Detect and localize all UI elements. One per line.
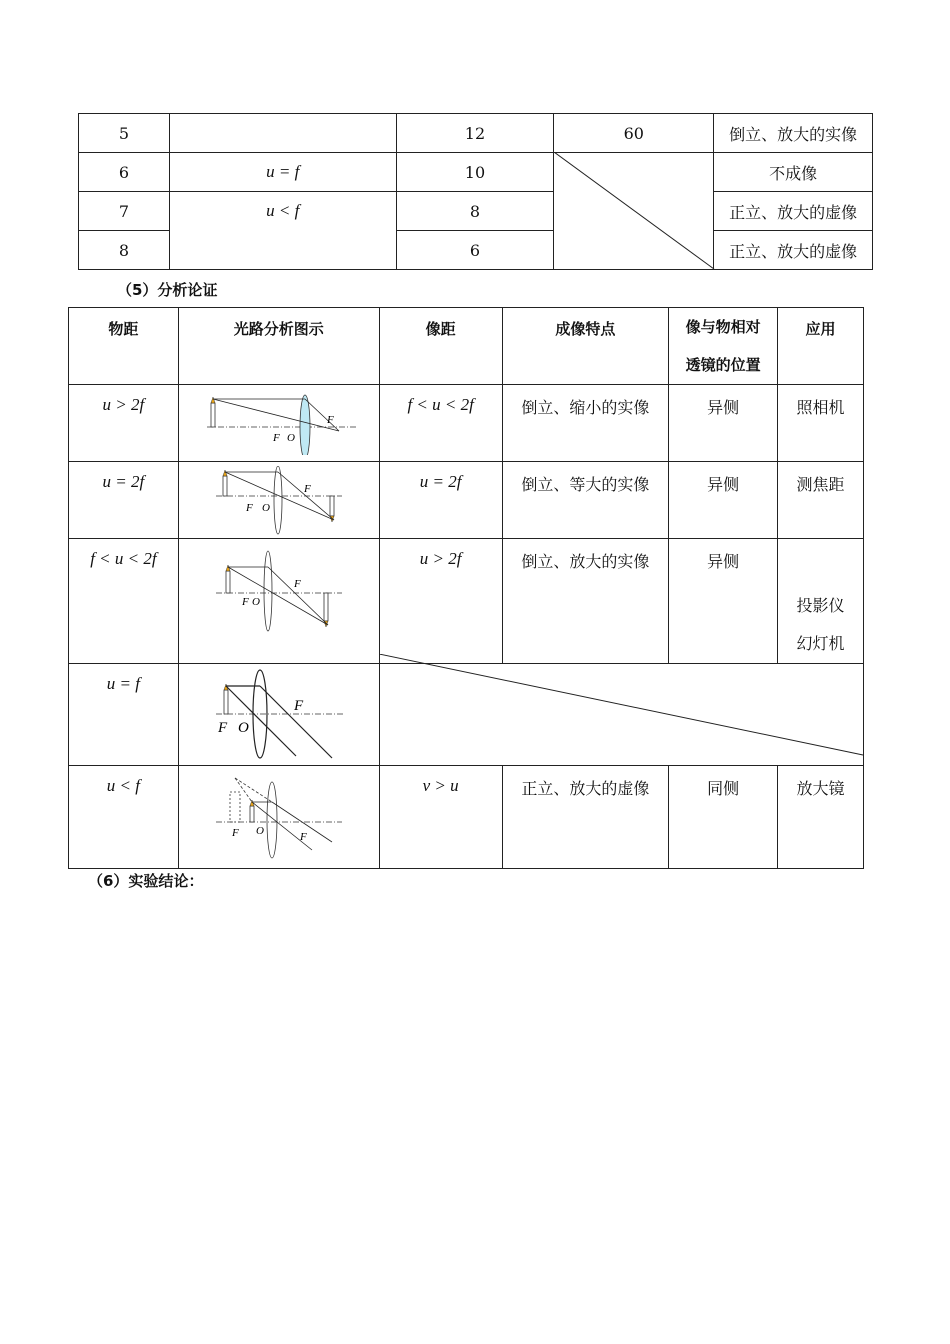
header-application: 应用: [778, 308, 864, 385]
ray-diagram-cell: [178, 539, 379, 664]
object-distance-cell: u = 2f: [69, 462, 179, 539]
optical-center-label: O: [237, 720, 249, 736]
condition-cell: [169, 114, 396, 153]
table-row: [79, 114, 873, 153]
focus-label: F: [293, 698, 303, 714]
relative-position-cell: 同侧: [669, 766, 778, 869]
ray-diagram-cell: [178, 664, 379, 766]
object-distance-value: 12: [396, 114, 554, 153]
application-slide-projector: 幻灯机: [796, 634, 845, 653]
header-image-features: 成像特点: [502, 308, 669, 385]
trial-number: 7: [79, 192, 170, 231]
optical-center-label: O: [255, 825, 264, 837]
analysis-table: [68, 307, 864, 869]
image-distance-cell: u = 2f: [379, 462, 502, 539]
object-distance-cell: u > 2f: [69, 385, 179, 462]
image-property: 不成像: [714, 153, 873, 192]
optical-center-label: O: [251, 596, 260, 608]
image-property: 正立、放大的虚像: [714, 231, 873, 270]
image-features-cell: 倒立、缩小的实像: [502, 385, 669, 462]
focus-label: F: [326, 414, 334, 426]
condition-cell: u = f: [169, 153, 396, 192]
focus-label: F: [303, 483, 311, 495]
ray-diagram-cell: [178, 385, 379, 462]
relative-position-cell: 异侧: [669, 385, 778, 462]
focus-label: F: [272, 432, 280, 444]
header-image-distance: 像距: [379, 308, 502, 385]
image-distance-value: 60: [554, 114, 714, 153]
table-row: [69, 664, 864, 766]
table-row: [79, 153, 873, 192]
optical-center-label: O: [286, 432, 295, 444]
object-distance-cell: u = f: [69, 664, 179, 766]
object-distance-value: 8: [396, 192, 554, 231]
focus-label: F: [231, 827, 239, 839]
focus-label: F: [241, 596, 249, 608]
object-distance-value: 6: [396, 231, 554, 270]
trial-number: 8: [79, 231, 170, 270]
relative-position-cell: 异侧: [669, 539, 778, 664]
section-6-heading: （6）实验结论：: [88, 872, 204, 890]
object-distance-cell: f < u < 2f: [69, 539, 179, 664]
ray-diagram-cell: [178, 766, 379, 869]
ray-diagram-f-lt-u-lt-2f: [214, 549, 344, 633]
optical-center-label: O: [261, 502, 270, 514]
relative-position-cell: 异侧: [669, 462, 778, 539]
section-5-heading: （5）分析论证: [117, 281, 218, 299]
focus-label: F: [293, 578, 301, 590]
application-cell: [778, 539, 864, 664]
focus-label: F: [299, 831, 307, 843]
table-row: [69, 766, 864, 869]
image-property: 正立、放大的虚像: [714, 192, 873, 231]
no-image-merged-cell: [379, 664, 863, 766]
header-object-distance: 物距: [69, 308, 179, 385]
application-cell: 照相机: [778, 385, 864, 462]
ray-diagram-u-eq-f: [214, 668, 344, 762]
header-relative-position: [669, 308, 778, 385]
ray-diagram-u-lt-f: [214, 770, 344, 860]
application-projector: 投影仪: [796, 596, 845, 615]
image-property: 倒立、放大的实像: [714, 114, 873, 153]
trial-number: 6: [79, 153, 170, 192]
header-relative-position-line1: 像与物相对: [685, 318, 761, 336]
image-features-cell: 正立、放大的虚像: [502, 766, 669, 869]
table-row: [69, 462, 864, 539]
image-distance-empty-cell: [554, 153, 714, 270]
focus-label: F: [245, 502, 253, 514]
image-distance-cell: v > u: [379, 766, 502, 869]
ray-diagram-cell: [178, 462, 379, 539]
header-ray-diagram: 光路分析图示: [178, 308, 379, 385]
image-distance-cell: f < u < 2f: [379, 385, 502, 462]
application-cell: 测焦距: [778, 462, 864, 539]
image-features-cell: 倒立、等大的实像: [502, 462, 669, 539]
application-cell: 放大镜: [778, 766, 864, 869]
object-distance-value: 10: [396, 153, 554, 192]
image-distance-cell: u > 2f: [379, 539, 502, 664]
condition-cell: u < f: [169, 192, 396, 270]
object-distance-cell: u < f: [69, 766, 179, 869]
experiment-data-table: [78, 113, 873, 270]
header-relative-position-line2: 透镜的位置: [685, 356, 761, 374]
image-features-cell: 倒立、放大的实像: [502, 539, 669, 664]
header-row: [69, 308, 864, 385]
ray-diagram-u-eq-2f: [214, 466, 344, 536]
table-row: [69, 539, 864, 664]
ray-diagram-u-gt-2f: [199, 389, 359, 455]
table-row: [79, 192, 873, 231]
trial-number: 5: [79, 114, 170, 153]
focus-label: F: [217, 720, 227, 736]
table-row: [69, 385, 864, 462]
